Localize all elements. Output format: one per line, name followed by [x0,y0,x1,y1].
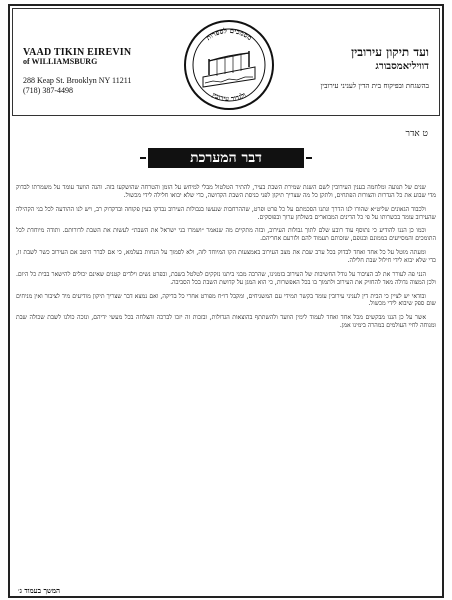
seal-bottom-text: ולגדור עירובין [210,90,248,104]
org-address: 288 Keap St. Brooklyn NY 11211 [23,76,132,85]
supervision-line: בהשגחת ובפיקוח בית הדין לעניני עירובין [320,82,429,90]
org-phone: (718) 387-4498 [23,86,73,95]
seal-top-text: מסמכים לספרות [204,25,254,43]
continued-on-page-link[interactable]: המשך בעמוד ג׳ [18,586,61,595]
article-paragraph: שנים של תנועה ומלחמה בענין העירובין לשם השגת שמירת השבת בעיר, להתיר הטלטול מבלי למיחש על הזמן והטרחה שהושקעו בזה. והנה הוועד עומד על משמרתו לבדוק מדי שבוע את כל הגדרות והצורות הפתחים, ולתקן כל מה שצריך תיקון לפני כניסת השבת הקדושה, כדי שלא יבואו חלילה לידי מכשול. [16,184,436,199]
org-subtitle-hebrew: דוויליאמסבורג [375,61,429,72]
org-name-english: VAAD TIKIN EIREVIN [23,47,132,58]
masthead [12,8,440,116]
headline-left-bar [140,157,146,159]
org-subtitle-english: of WILLIAMSBURG [23,57,98,66]
editorial-headline: דבר המערכת [148,148,304,168]
issue-date: ט אדר [405,129,428,139]
article-paragraph: הנני פה לעורר את לב הציבור על גודל החשיבות של העירוב בזמנינו, שהרבה מבני ביתנו נזקקים לטלטל בשבת, ובפרט נשים וילדים קטנים שאינם יכולים להישאר בבית כל היום. ולכן המצוה גדולה מאד להחזיק את העירוב ולתמוך בו בכל האפשרות, כי הוא המגן על קדושת השבת בכל הסביבה. [16,270,436,286]
article-body [16,178,436,588]
headline-right-bar [306,157,312,159]
headline-banner [140,145,312,171]
article-paragraph: ומעתה מוטל על כל אחד ואחד לבדוק בכל ערב שבת את מצב העירוב באמצעות הקו המיוחד לזה, ולא לסמוך על הנחות בעלמא, כי אם לברר היטב אם העירוב כשר לשבת זו, כדי שלא יבוא לידי חילול שבת חלילה. [16,249,436,264]
eruv-seal-logo [183,19,275,111]
hebrew-masthead [269,45,429,90]
english-masthead [23,47,143,95]
org-name-hebrew: ועד תיקון עירובין [351,45,429,59]
article-paragraph: ובודאי יש לציין כי הבית דין לעניני עירובין עומד בקשר תמידי עם המשגיחים, ומקבל דו״ח מפורט אחרי כל בדיקה, ואם נמצא דבר שצריך תיקון מודיעים מיד לציבור ואין מניחים שום ספק שיבוא לידי מכשול. [16,292,436,308]
article-paragraph: אשר על כן הננו מבקשים מכל אחד ואחד לעמוד לימין הוועד ולהשתתף בהוצאות הגדולות, ובזכות זה יזכו לברכה והצלחה בכל מעשי ידיהם, ונזכה כולנו לשבת שכולה שבת ומנוחה לחיי העולמים במהרה בימינו אמן. [16,314,436,330]
article-paragraph: ולכבוד הגאונים שליט״א שהורו לנו הדרך ונתנו הסכמתם על כל פרט ופרט, שההרחבות שנעשו בגבולות העירוב נבדקו בעין פקוחה ובדקדוק רב, ויש לנו ההודעה לכל בני הקהילה שהעירוב עומד בכשרותו על פי כל הדינים המבוארים בשולחן ערוך ובפוסקים. [16,205,436,221]
article-paragraph: וכמו כן הננו להודיע כי נתוסף עוד רובע שלם לתוך גבולות העירוב, ובזה מתקיים מה שנאמר ״ושמרו בני ישראל את השבת״ לעשות את השבת לדורותם. ותודה מיוחדת לכל התומכים והמסייעים בממונם ובגופם, שזכותם תעמוד להם ולזרעם אחריהם. [16,227,436,243]
